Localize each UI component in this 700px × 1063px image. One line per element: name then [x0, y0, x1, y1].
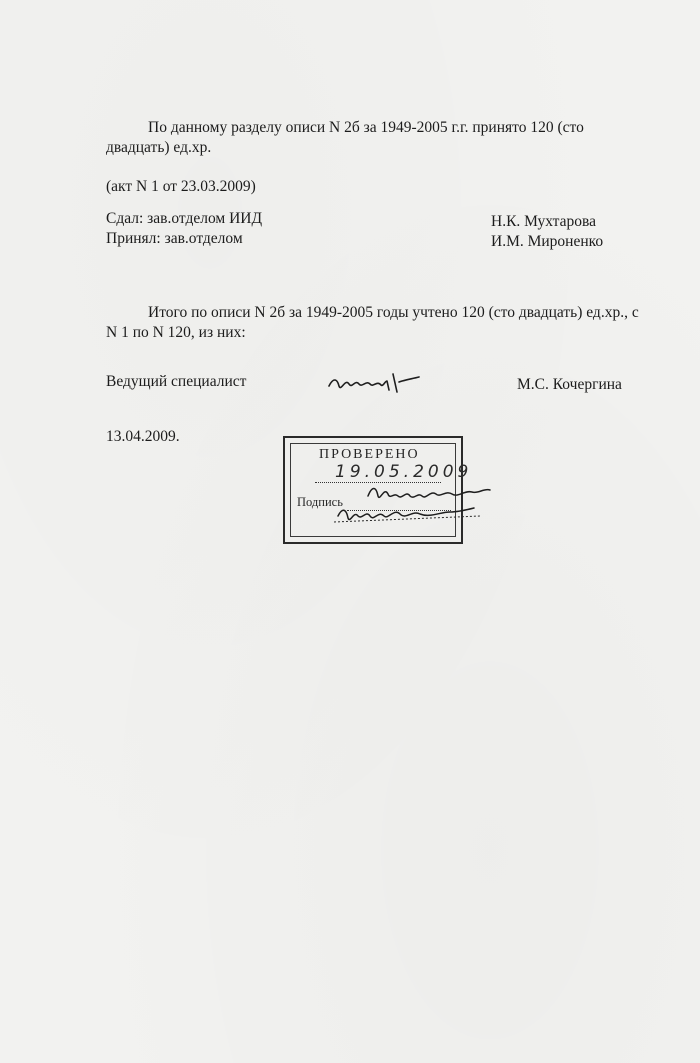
specialist-label: Ведущий специалист	[106, 373, 247, 390]
received-label: Принял: зав.отделом	[106, 230, 243, 247]
stamp-sign-label: Подпись	[297, 495, 343, 509]
stamp-title: ПРОВЕРЕНО	[319, 447, 420, 462]
paragraph-2-line-2: N 1 по N 120, из них:	[106, 324, 246, 341]
paragraph-1-line-1: По данному разделу описи N 2б за 1949-2005 г.г. принято 120 (сто	[148, 119, 584, 136]
paragraph-2-line-1: Итого по описи N 2б за 1949-2005 годы учтено 120 (сто двадцать) ед.хр., с	[148, 304, 639, 321]
handwritten-signature	[325, 366, 425, 396]
paragraph-1-line-2: двадцать) ед.хр.	[106, 139, 212, 156]
document-date: 13.04.2009.	[106, 428, 180, 445]
handed-over-name: Н.К. Мухтарова	[491, 213, 597, 230]
handed-over-label: Сдал: зав.отделом ИИД	[106, 210, 263, 227]
stamp-handwritten-signatures	[290, 478, 500, 538]
specialist-name: М.С. Кочергина	[517, 376, 622, 393]
received-name: И.М. Мироненко	[491, 233, 604, 250]
stamp-date: 19.05.2009	[335, 462, 473, 482]
act-reference: (акт N 1 от 23.03.2009)	[106, 178, 256, 195]
